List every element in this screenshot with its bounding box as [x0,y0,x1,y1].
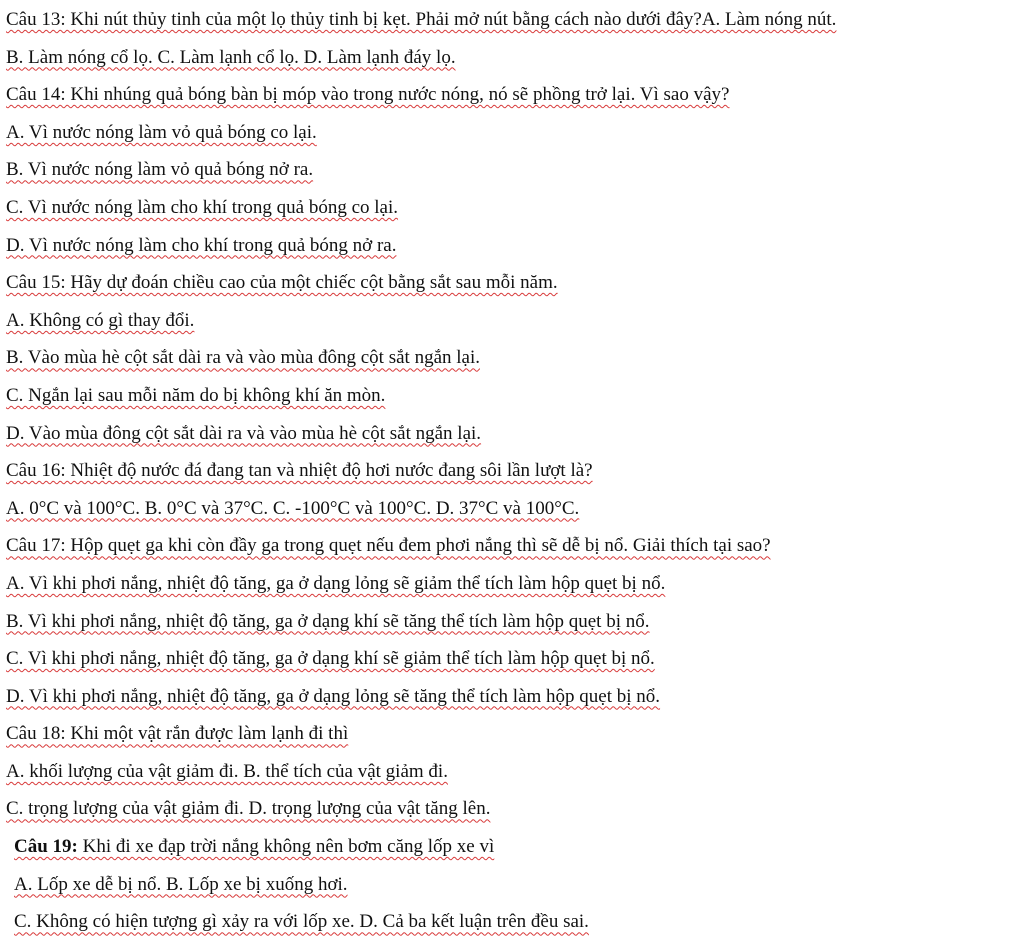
q16-answers [6,497,1018,535]
q13-answers-text: B. Làm nóng cổ lọ. C. Làm lạnh cổ lọ. D. Làm lạnh đáy lọ. [6,46,456,68]
q19-answers-cd-text: C. Không có hiện tượng gì xảy ra với lốp xe. D. Cả ba kết luận trên đều sai. [14,911,589,933]
q17-option-b-text: B. Vì khi phơi nắng, nhiệt độ tăng, ga ở dạng khí sẽ tăng thể tích làm hộp quẹt bị nổ. [6,610,650,632]
q17-line [6,534,1018,572]
q19-question-text: Khi đi xe đạp trời nắng không nên bơm căng lốp xe vì [77,836,495,858]
q14-option-c-text: C. Vì nước nóng làm cho khí trong quả bóng co lại. [6,196,399,218]
q14-option-d-text: D. Vì nước nóng làm cho khí trong quả bóng nở ra. [6,234,397,256]
q18-answers-ab-text: A. khối lượng của vật giảm đi. B. thể tích của vật giảm đi. [6,760,448,782]
q15-option-d-text: D. Vào mùa đông cột sắt dài ra và vào mùa hè cột sắt ngắn lại. [6,422,482,444]
q15-line [6,271,1018,309]
q15-option-d [6,422,1018,460]
q15-option-b-text: B. Vào mùa hè cột sắt dài ra và vào mùa đông cột sắt ngắn lại. [6,347,480,369]
q16-question-text: Câu 16: Nhiệt độ nước đá đang tan và nhiệt độ hơi nước đang sôi lần lượt là? [6,460,593,482]
q15-question-text: Câu 15: Hãy dự đoán chiều cao của một chiếc cột bằng sắt sau mỗi năm. [6,272,558,294]
q14-option-b-text: B. Vì nước nóng làm vỏ quả bóng nở ra. [6,159,314,181]
q14-option-c [6,196,1018,234]
q17-option-c [6,647,1018,685]
q18-question-text: Câu 18: Khi một vật rắn được làm lạnh đi thì [6,723,349,745]
q19-answers-ab-text: A. Lốp xe dễ bị nổ. B. Lốp xe bị xuống hơi. [14,873,348,895]
q18-answers-cd-text: C. trọng lượng của vật giảm đi. D. trọng lượng của vật tăng lên. [6,798,491,820]
q17-option-a-text: A. Vì khi phơi nắng, nhiệt độ tăng, ga ở dạng lỏng sẽ giảm thể tích làm hộp quẹt bị nổ. [6,572,666,594]
q13-line-2 [6,46,1018,84]
q14-option-d [6,234,1018,272]
q14-question-text: Câu 14: Khi nhúng quả bóng bàn bị móp vào trong nước nóng, nó sẽ phồng trở lại. Vì sao vậy? [6,84,730,106]
q17-option-d-text: D. Vì khi phơi nắng, nhiệt độ tăng, ga ở dạng lỏng sẽ tăng thể tích làm hộp quẹt bị nổ. [6,685,661,707]
q15-option-a-text: A. Không có gì thay đổi. [6,309,195,331]
q18-line [6,722,1018,760]
q14-option-a-text: A. Vì nước nóng làm vỏ quả bóng co lại. [6,121,317,143]
q17-option-d [6,685,1018,723]
q16-line [6,459,1018,497]
q15-option-c [6,384,1018,422]
q14-option-b [6,158,1018,196]
q19-number: Câu 19: [14,836,78,858]
q17-question-text: Câu 17: Hộp quẹt ga khi còn đầy ga trong quẹt nếu đem phơi nắng thì sẽ dễ bị nổ. Giải thích tại sao? [6,535,771,557]
q17-option-b [6,610,1018,648]
q17-option-a [6,572,1018,610]
q15-option-a [6,309,1018,347]
q18-answers-ab [6,760,1018,798]
q17-option-c-text: C. Vì khi phơi nắng, nhiệt độ tăng, ga ở dạng khí sẽ giảm thể tích làm hộp quẹt bị nổ. [6,648,655,670]
q19-answers-ab [6,873,1018,911]
q15-option-b [6,346,1018,384]
q18-answers-cd [6,797,1018,835]
q19-line [6,835,1018,873]
q13-question-text: Câu 13: Khi nút thủy tinh của một lọ thủy tinh bị kẹt. Phải mở nút bằng cách nào dưới đây?A. Làm nóng nút. [6,9,837,30]
q14-line [6,83,1018,121]
q13-line-1 [6,8,1018,46]
q14-option-a [6,121,1018,159]
q19-answers-cd [6,910,1018,948]
q15-option-c-text: C. Ngắn lại sau mỗi năm do bị không khí ăn mòn. [6,384,386,406]
q16-answers-text: A. 0°C và 100°C. B. 0°C và 37°C. C. -100°C và 100°C. D. 37°C và 100°C. [6,497,580,519]
